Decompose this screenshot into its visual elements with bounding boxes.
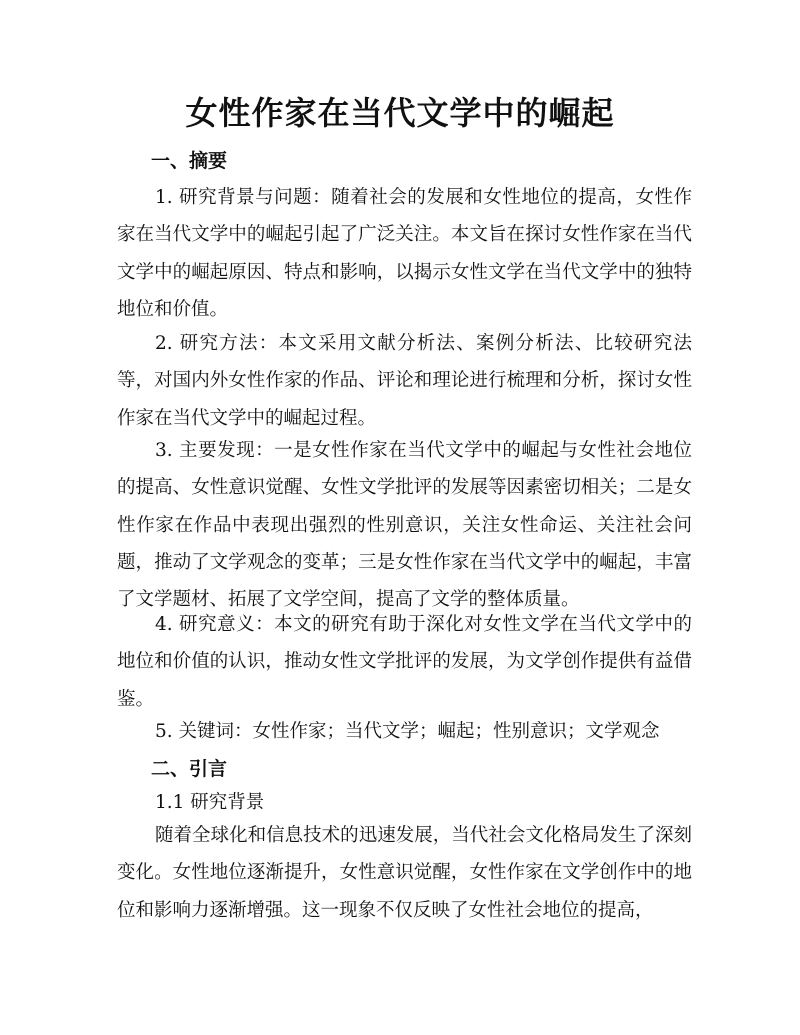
abstract-paragraph-1: 1. 研究背景与问题：随着社会的发展和女性地位的提高，女性作家在当代文学中的崛起引起了广泛关注。本文旨在探讨女性作家在当代文学中的崛起原因、特点和影响，以揭示女性文学在当代文学中的独特地位和价值。 [117, 187, 692, 320]
document-title: 女性作家在当代文学中的崛起 [185, 94, 615, 132]
abstract-paragraph-4: 4. 研究意义：本文的研究有助于深化对女性文学在当代文学中的地位和价值的认识，推动女性文学批评的发展，为文学创作提供有益借鉴。 [117, 614, 692, 710]
section-heading-abstract: 一、摘要 [151, 150, 228, 172]
abstract-paragraph-3: 3. 主要发现：一是女性作家在当代文学中的崛起与女性社会地位的提高、女性意识觉醒、女性文学批评的发展等因素密切相关；二是女性作家在作品中表现出强烈的性别意识，关注女性命运、关注社会问题，推动了文学观念的变革；三是女性作家在当代文学中的崛起，丰富了文学题材、拓展了文学空间，提高了文学的整体质量。 [117, 440, 692, 611]
abstract-paragraph-2: 2. 研究方法：本文采用文献分析法、案例分析法、比较研究法等，对国内外女性作家的作品、评论和理论进行梳理和分析，探讨女性作家在当代文学中的崛起过程。 [117, 333, 692, 429]
introduction-paragraph: 随着全球化和信息技术的迅速发展，当代社会文化格局发生了深刻变化。女性地位逐渐提升，女性意识觉醒，女性作家在文学创作中的地位和影响力逐渐增强。这一现象不仅反映了女性社会地位的提高， [117, 825, 692, 921]
abstract-paragraph-5: 5. 关键词：女性作家；当代文学；崛起；性别意识；文学观念 [155, 721, 660, 742]
section-heading-introduction: 二、引言 [151, 758, 228, 780]
subsection-heading-background: 1.1 研究背景 [155, 792, 265, 813]
